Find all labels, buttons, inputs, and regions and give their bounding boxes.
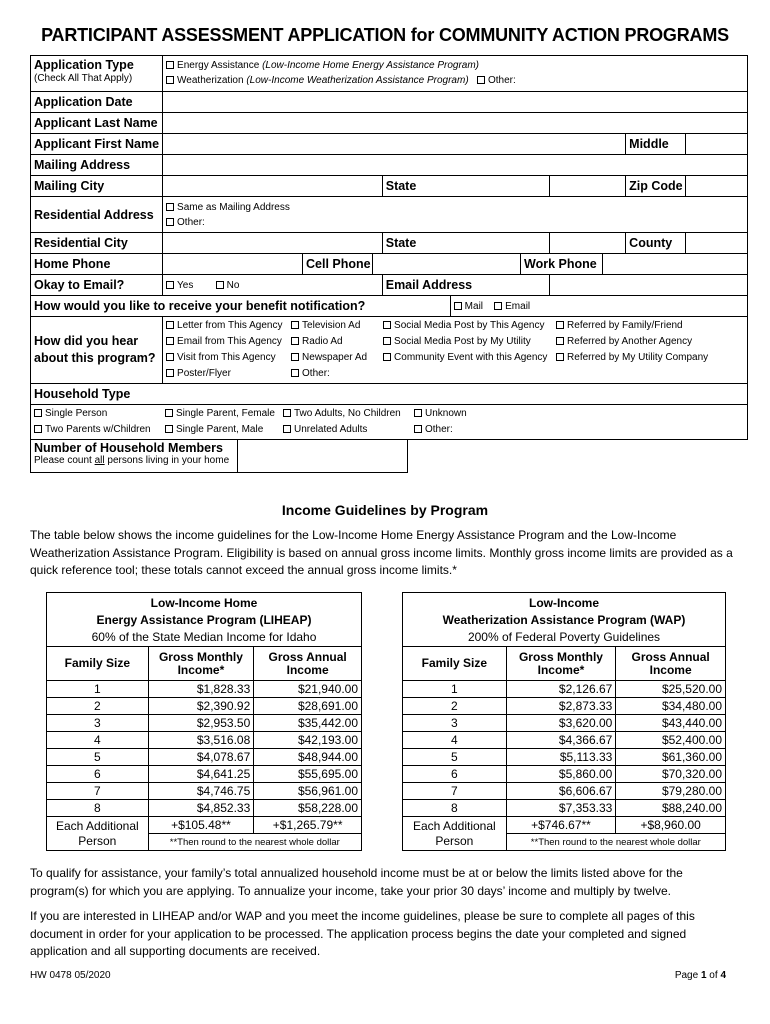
liheap-row xyxy=(47,800,362,817)
hear-radio-checkbox[interactable] xyxy=(291,337,299,345)
work-phone-field[interactable] xyxy=(603,254,747,274)
hear-utility-company-option: Referred by My Utility Company xyxy=(567,352,709,363)
income-heading: Income Guidelines by Program xyxy=(281,502,489,518)
wap-monthly-cell: $5,113.33 xyxy=(506,749,616,766)
liheap-annual-cell: $42,193.00 xyxy=(254,732,362,749)
county-label: County xyxy=(626,233,686,253)
application-form xyxy=(30,55,748,440)
hh-unrelated-checkbox[interactable] xyxy=(283,425,291,433)
wap-annual-cell: $61,360.00 xyxy=(616,749,726,766)
wap-row xyxy=(403,800,726,817)
hh-unknown-option: Unknown xyxy=(425,408,467,419)
liheap-row xyxy=(47,698,362,715)
liheap-size-cell: 2 xyxy=(47,698,149,715)
wap-row xyxy=(403,715,726,732)
wap-row xyxy=(403,749,726,766)
wap-table xyxy=(402,592,726,851)
same-as-mailing-option: Same as Mailing Address xyxy=(177,201,290,213)
energy-assistance-desc: (Low-Income Home Energy Assistance Program) xyxy=(262,60,480,71)
liheap-monthly-cell: $4,852.33 xyxy=(148,800,254,817)
liheap-round-note: **Then round to the nearest whole dollar xyxy=(148,834,361,851)
liheap-col-monthly: Gross Monthly Income* xyxy=(148,647,254,681)
mailing-state-field[interactable] xyxy=(550,176,626,197)
liheap-size-cell: 5 xyxy=(47,749,149,766)
residential-city-label: Residential City xyxy=(31,233,163,254)
wap-size-cell: 4 xyxy=(403,732,507,749)
liheap-size-cell: 8 xyxy=(47,800,149,817)
liheap-monthly-cell: $4,746.75 xyxy=(148,783,254,800)
household-type-options xyxy=(34,406,467,438)
wap-add-monthly: +$746.67** xyxy=(506,817,616,834)
email-no-option: No xyxy=(226,279,240,291)
hh-two-parents-option: Two Parents w/Children xyxy=(45,424,151,435)
liheap-row xyxy=(47,715,362,732)
middle-label: Middle xyxy=(626,134,686,154)
email-yes-checkbox[interactable] xyxy=(166,281,174,289)
mailing-city-label: Mailing City xyxy=(31,176,163,197)
wap-size-cell: 7 xyxy=(403,783,507,800)
application-date-label: Application Date xyxy=(31,92,163,113)
application-type-label: Application Type xyxy=(34,58,134,72)
type-other-option: Other: xyxy=(488,75,516,86)
email-no-checkbox[interactable] xyxy=(216,281,224,289)
liheap-monthly-cell: $3,516.08 xyxy=(148,732,254,749)
notify-email-checkbox[interactable] xyxy=(494,302,502,310)
hear-visit-checkbox[interactable] xyxy=(166,353,174,361)
hear-social-agency-option: Social Media Post by This Agency xyxy=(394,320,545,331)
liheap-add-label-1: Each Additional xyxy=(55,818,139,833)
page-title: PARTICIPANT ASSESSMENT APPLICATION for COMMUNITY ACTION PROGRAMS xyxy=(41,25,729,45)
hear-poster-checkbox[interactable] xyxy=(166,369,174,377)
email-yes-option: Yes xyxy=(177,279,194,291)
weatherization-option: Weatherization xyxy=(177,75,244,86)
wap-size-cell: 2 xyxy=(403,698,507,715)
hh-single-female-option: Single Parent, Female xyxy=(176,408,275,419)
residential-city-field[interactable] xyxy=(163,233,383,254)
hear-options xyxy=(166,318,708,382)
liheap-col-size: Family Size xyxy=(47,647,149,681)
last-name-label: Applicant Last Name xyxy=(31,113,163,134)
hh-single-male-checkbox[interactable] xyxy=(165,425,173,433)
hear-another-agency-option: Referred by Another Agency xyxy=(567,336,693,347)
home-phone-label: Home Phone xyxy=(31,254,163,275)
notify-mail-option: Mail xyxy=(464,300,484,312)
liheap-annual-cell: $56,961.00 xyxy=(254,783,362,800)
same-as-mailing-checkbox[interactable] xyxy=(166,203,174,211)
hh-single-person-option: Single Person xyxy=(45,408,108,419)
wap-annual-cell: $79,280.00 xyxy=(616,783,726,800)
liheap-monthly-cell: $1,828.33 xyxy=(148,681,254,698)
energy-assistance-option: Energy Assistance xyxy=(177,60,260,71)
wap-title-1: Low-Income xyxy=(528,596,599,610)
liheap-monthly-cell: $2,390.92 xyxy=(148,698,254,715)
wap-col-size: Family Size xyxy=(403,647,507,681)
household-members-note: Please count all persons living in your home xyxy=(34,455,230,466)
liheap-annual-cell: $55,695.00 xyxy=(254,766,362,783)
hear-tv-checkbox[interactable] xyxy=(291,321,299,329)
liheap-col-annual: Gross Annual Income xyxy=(254,647,362,681)
hear-social-utility-checkbox[interactable] xyxy=(383,337,391,345)
wap-monthly-cell: $2,126.67 xyxy=(506,681,616,698)
liheap-size-cell: 7 xyxy=(47,783,149,800)
hear-radio-option: Radio Ad xyxy=(302,336,343,347)
hear-tv-option: Television Ad xyxy=(302,320,361,331)
type-other-checkbox[interactable] xyxy=(477,76,485,84)
hear-email-option: Email from This Agency xyxy=(177,336,282,347)
form-id: HW 0478 05/2020 xyxy=(30,970,111,981)
liheap-add-annual: +$1,265.79** xyxy=(254,817,362,834)
notify-mail-checkbox[interactable] xyxy=(454,302,462,310)
hh-single-male-option: Single Parent, Male xyxy=(176,424,264,435)
wap-col-monthly: Gross Monthly Income* xyxy=(506,647,616,681)
liheap-annual-cell: $21,940.00 xyxy=(254,681,362,698)
hear-community-checkbox[interactable] xyxy=(383,353,391,361)
wap-size-cell: 8 xyxy=(403,800,507,817)
hear-family-option: Referred by Family/Friend xyxy=(567,320,683,331)
wap-annual-cell: $34,480.00 xyxy=(616,698,726,715)
hear-email-checkbox[interactable] xyxy=(166,337,174,345)
liheap-size-cell: 6 xyxy=(47,766,149,783)
liheap-monthly-cell: $2,953.50 xyxy=(148,715,254,732)
email-address-label: Email Address xyxy=(382,275,550,296)
liheap-annual-cell: $28,691.00 xyxy=(254,698,362,715)
wap-monthly-cell: $5,860.00 xyxy=(506,766,616,783)
wap-size-cell: 6 xyxy=(403,766,507,783)
liheap-row xyxy=(47,766,362,783)
wap-monthly-cell: $3,620.00 xyxy=(506,715,616,732)
mailing-address-label: Mailing Address xyxy=(31,155,163,176)
zip-field[interactable] xyxy=(686,176,747,196)
residential-address-label: Residential Address xyxy=(31,197,163,233)
liheap-title-3: 60% of the State Median Income for Idaho xyxy=(91,630,317,644)
wap-annual-cell: $70,320.00 xyxy=(616,766,726,783)
residential-state-field[interactable] xyxy=(550,233,626,254)
hear-another-agency-checkbox[interactable] xyxy=(556,337,564,345)
wap-round-note: **Then round to the nearest whole dollar xyxy=(506,834,725,851)
hh-single-female-checkbox[interactable] xyxy=(165,409,173,417)
hh-unknown-checkbox[interactable] xyxy=(414,409,422,417)
hear-visit-option: Visit from This Agency xyxy=(177,352,276,363)
hh-unrelated-option: Unrelated Adults xyxy=(294,424,368,435)
hear-newspaper-checkbox[interactable] xyxy=(291,353,299,361)
hear-newspaper-option: Newspaper Ad xyxy=(302,352,368,363)
hh-two-adults-checkbox[interactable] xyxy=(283,409,291,417)
wap-size-cell: 1 xyxy=(403,681,507,698)
hear-social-utility-option: Social Media Post by My Utility xyxy=(394,336,531,347)
energy-assistance-checkbox[interactable] xyxy=(166,61,174,69)
interested-paragraph: If you are interested in LIHEAP and/or WAP and you meet the income guidelines, please be sure to complete all pages of this document in order for your application to be processed. The application process begins the date your completed and signed application and all supporting documents are received. xyxy=(30,909,695,958)
application-date-field[interactable] xyxy=(163,92,748,113)
liheap-row xyxy=(47,749,362,766)
hh-single-person-checkbox[interactable] xyxy=(34,409,42,417)
liheap-row xyxy=(47,783,362,800)
wap-monthly-cell: $4,366.67 xyxy=(506,732,616,749)
wap-row xyxy=(403,732,726,749)
hear-letter-checkbox[interactable] xyxy=(166,321,174,329)
home-phone-field[interactable] xyxy=(163,254,303,274)
hear-question-line1: How did you hear xyxy=(34,334,139,348)
household-type-label: Household Type xyxy=(31,384,748,405)
liheap-annual-cell: $48,944.00 xyxy=(254,749,362,766)
last-name-field[interactable] xyxy=(163,113,748,134)
wap-add-annual: +$8,960.00 xyxy=(616,817,726,834)
wap-monthly-cell: $2,873.33 xyxy=(506,698,616,715)
work-phone-label: Work Phone xyxy=(521,254,603,274)
liheap-table xyxy=(46,592,362,851)
middle-field[interactable] xyxy=(686,134,747,154)
liheap-add-label-2: Person xyxy=(78,833,117,848)
hear-social-agency-checkbox[interactable] xyxy=(383,321,391,329)
wap-row xyxy=(403,766,726,783)
wap-title-2: Weatherization Assistance Program (WAP) xyxy=(442,613,686,627)
county-field[interactable] xyxy=(686,233,747,253)
wap-title-3: 200% of Federal Poverty Guidelines xyxy=(467,630,661,644)
liheap-title-2: Energy Assistance Program (LIHEAP) xyxy=(96,613,312,627)
liheap-add-monthly: +$105.48** xyxy=(148,817,254,834)
weatherization-checkbox[interactable] xyxy=(166,76,174,84)
liheap-size-cell: 4 xyxy=(47,732,149,749)
zip-label: Zip Code xyxy=(626,176,686,196)
liheap-size-cell: 3 xyxy=(47,715,149,732)
hear-letter-option: Letter from This Agency xyxy=(177,320,283,331)
wap-add-label-1: Each Additional xyxy=(412,818,496,833)
hh-other-checkbox[interactable] xyxy=(414,425,422,433)
liheap-row xyxy=(47,732,362,749)
liheap-annual-cell: $35,442.00 xyxy=(254,715,362,732)
notification-question: How would you like to receive your benefit notification? xyxy=(31,296,451,317)
liheap-monthly-cell: $4,641.25 xyxy=(148,766,254,783)
notify-email-option: Email xyxy=(505,300,531,312)
weatherization-desc: (Low-Income Weatherization Assistance Program) xyxy=(246,75,469,86)
wap-row xyxy=(403,681,726,698)
wap-add-label-2: Person xyxy=(435,833,474,848)
wap-annual-cell: $25,520.00 xyxy=(616,681,726,698)
hear-community-option: Community Event with this Agency xyxy=(394,352,548,363)
wap-annual-cell: $88,240.00 xyxy=(616,800,726,817)
email-address-field[interactable] xyxy=(550,275,748,296)
residential-other-checkbox[interactable] xyxy=(166,218,174,226)
wap-annual-cell: $43,440.00 xyxy=(616,715,726,732)
wap-row xyxy=(403,783,726,800)
household-members-label: Number of Household Members xyxy=(34,441,223,455)
hear-other-checkbox[interactable] xyxy=(291,369,299,377)
liheap-monthly-cell: $4,078.67 xyxy=(148,749,254,766)
wap-col-annual: Gross Annual Income xyxy=(616,647,726,681)
wap-annual-cell: $52,400.00 xyxy=(616,732,726,749)
mailing-address-field[interactable] xyxy=(163,155,748,176)
liheap-annual-cell: $58,228.00 xyxy=(254,800,362,817)
hh-two-parents-checkbox[interactable] xyxy=(34,425,42,433)
liheap-title-1: Low-Income Home xyxy=(150,596,258,610)
hear-question-line2: about this program? xyxy=(34,351,156,365)
wap-monthly-cell: $7,353.33 xyxy=(506,800,616,817)
wap-size-cell: 5 xyxy=(403,749,507,766)
hh-other-option: Other: xyxy=(425,424,453,435)
page-number: Page 1 of 4 xyxy=(674,970,726,981)
income-intro: The table below shows the income guidelines for the Low-Income Home Energy Assistance Program and the Low-Income Weatherization Assistance Program. Eligibility is based on annual gross income limits. Monthly gross income limits are provided as a quick reference tool; these totals cannot exceed the annual gross income limits.* xyxy=(30,528,733,577)
cell-phone-label: Cell Phone xyxy=(303,254,373,274)
first-name-label: Applicant First Name xyxy=(31,134,163,155)
residential-state-label: State xyxy=(382,233,550,254)
household-members-field[interactable] xyxy=(239,440,407,472)
hear-family-checkbox[interactable] xyxy=(556,321,564,329)
wap-row xyxy=(403,698,726,715)
mailing-city-field[interactable] xyxy=(163,176,383,197)
hear-other-option: Other: xyxy=(302,368,330,379)
hear-poster-option: Poster/Flyer xyxy=(177,368,231,379)
first-name-field[interactable] xyxy=(163,134,626,155)
residential-other-option: Other: xyxy=(177,216,205,228)
household-members-box xyxy=(30,440,408,473)
qualify-paragraph: To qualify for assistance, your family’s total annualized household income must be at or below the limits listed above for the program(s) for which you are applying. To annualize your income, take your prior 30 days’ income and multiply by twelve. xyxy=(30,866,683,898)
mailing-state-label: State xyxy=(382,176,550,197)
liheap-size-cell: 1 xyxy=(47,681,149,698)
hh-two-adults-option: Two Adults, No Children xyxy=(294,408,401,419)
liheap-row xyxy=(47,681,362,698)
wap-monthly-cell: $6,606.67 xyxy=(506,783,616,800)
hear-utility-company-checkbox[interactable] xyxy=(556,353,564,361)
check-all-note: (Check All That Apply) xyxy=(34,73,133,84)
wap-size-cell: 3 xyxy=(403,715,507,732)
okay-email-label: Okay to Email? xyxy=(31,275,163,296)
cell-phone-field[interactable] xyxy=(373,254,521,274)
